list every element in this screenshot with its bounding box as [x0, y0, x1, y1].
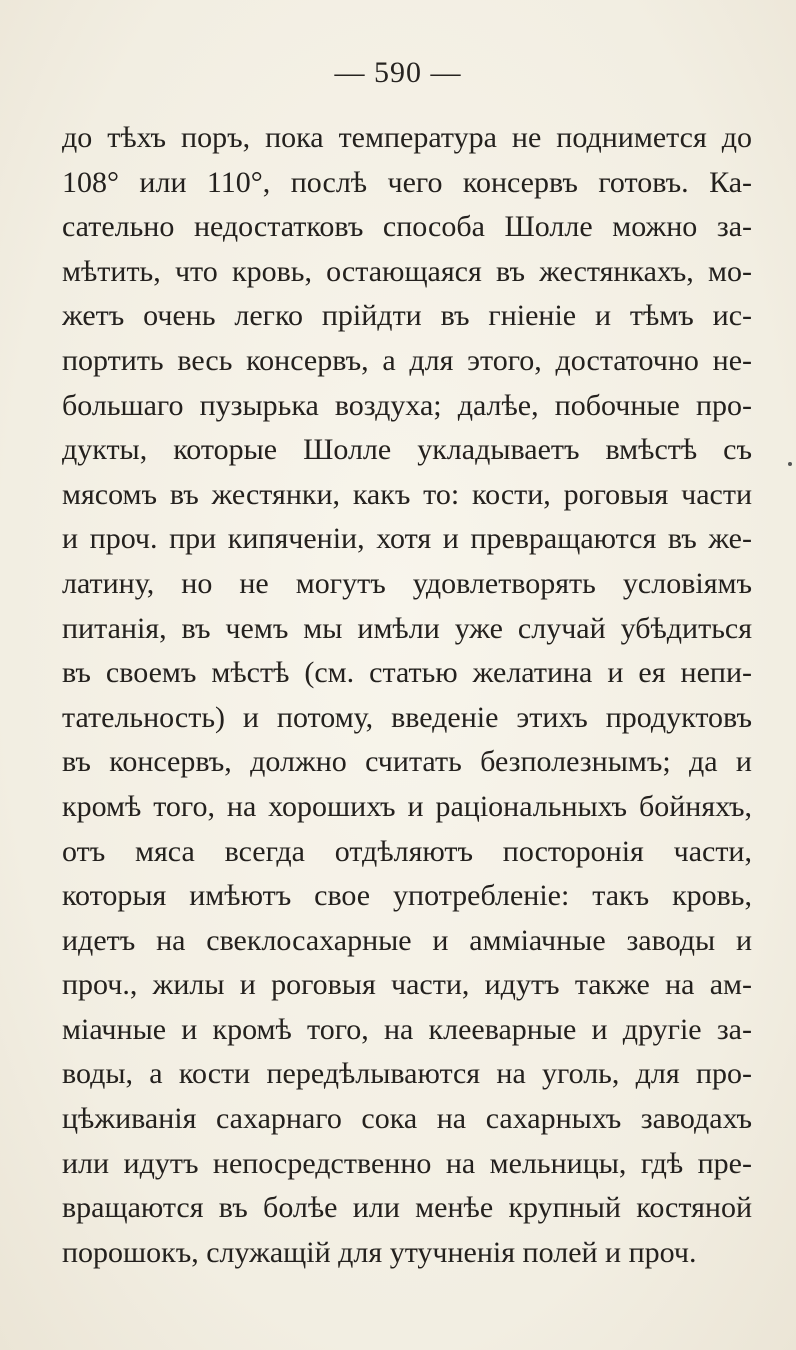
page-number: — 590 —	[334, 56, 462, 89]
text-line: тательность) и потому, введеніе этихъ продуктовъ	[62, 700, 752, 734]
text-line: портить весь консервъ, а для этого, достаточно не-	[62, 343, 752, 377]
text-line: мясомъ въ жестянки, какъ то: кости, роговыя части	[62, 477, 752, 511]
ink-speck	[788, 462, 792, 466]
text-line: мѣтить, что кровь, остающаяся въ жестянкахъ, мо-	[62, 254, 752, 288]
text-line: воды, а кости передѣлываются на уголь, для про-	[62, 1057, 752, 1091]
text-line: проч., жилы и роговыя части, идутъ также на ам-	[62, 968, 752, 1002]
text-line: и проч. при кипяченіи, хотя и превращаются въ же-	[62, 522, 752, 556]
text-line: сательно недостатковъ способа Шолле можно за-	[62, 210, 752, 244]
text-line: кромѣ того, на хорошихъ и раціональныхъ бойняхъ,	[62, 789, 752, 823]
text-line: жетъ очень легко прійдти въ гніеніе и тѣмъ ис-	[62, 299, 752, 333]
text-line: цѣживанія сахарнаго сока на сахарныхъ заводахъ	[62, 1102, 752, 1136]
text-line: въ консервъ, должно считать безполезнымъ; да и	[62, 745, 752, 779]
text-line: которыя имѣютъ свое употребленіе: такъ кровь,	[62, 879, 752, 913]
text-line: идетъ на свеклосахарные и аммiачные заводы и	[62, 923, 752, 957]
text-line: дукты, которые Шолле укладываетъ вмѣстѣ съ	[62, 433, 752, 467]
text-line: до тѣхъ поръ, пока температура не поднимется до	[62, 121, 752, 154]
text-line: латину, но не могутъ удовлетворять условіямъ	[62, 566, 752, 600]
text-line: порошокъ, служащій для утучненія полей и проч.	[62, 1235, 697, 1269]
text-line: или идутъ непосредственно на мельницы, гдѣ пре-	[62, 1146, 752, 1180]
text-line: питанія, въ чемъ мы имѣли уже случай убѣдиться	[62, 611, 752, 645]
text-line: въ своемъ мѣстѣ (см. статью желатина и ея непи-	[62, 656, 752, 690]
text-line: большаго пузырька воздуха; далѣе, побочные про-	[62, 388, 752, 422]
text-line: отъ мяса всегда отдѣляютъ посторонія части,	[62, 834, 752, 868]
text-line: вращаются въ болѣе или менѣе крупный костяной	[62, 1191, 752, 1225]
text-line: 108° или 110°, послѣ чего консервъ готовъ. Ка-	[62, 165, 752, 199]
body-text	[62, 116, 752, 1275]
text-line: міачные и кромѣ того, на клееварные и другіе за-	[62, 1012, 752, 1046]
